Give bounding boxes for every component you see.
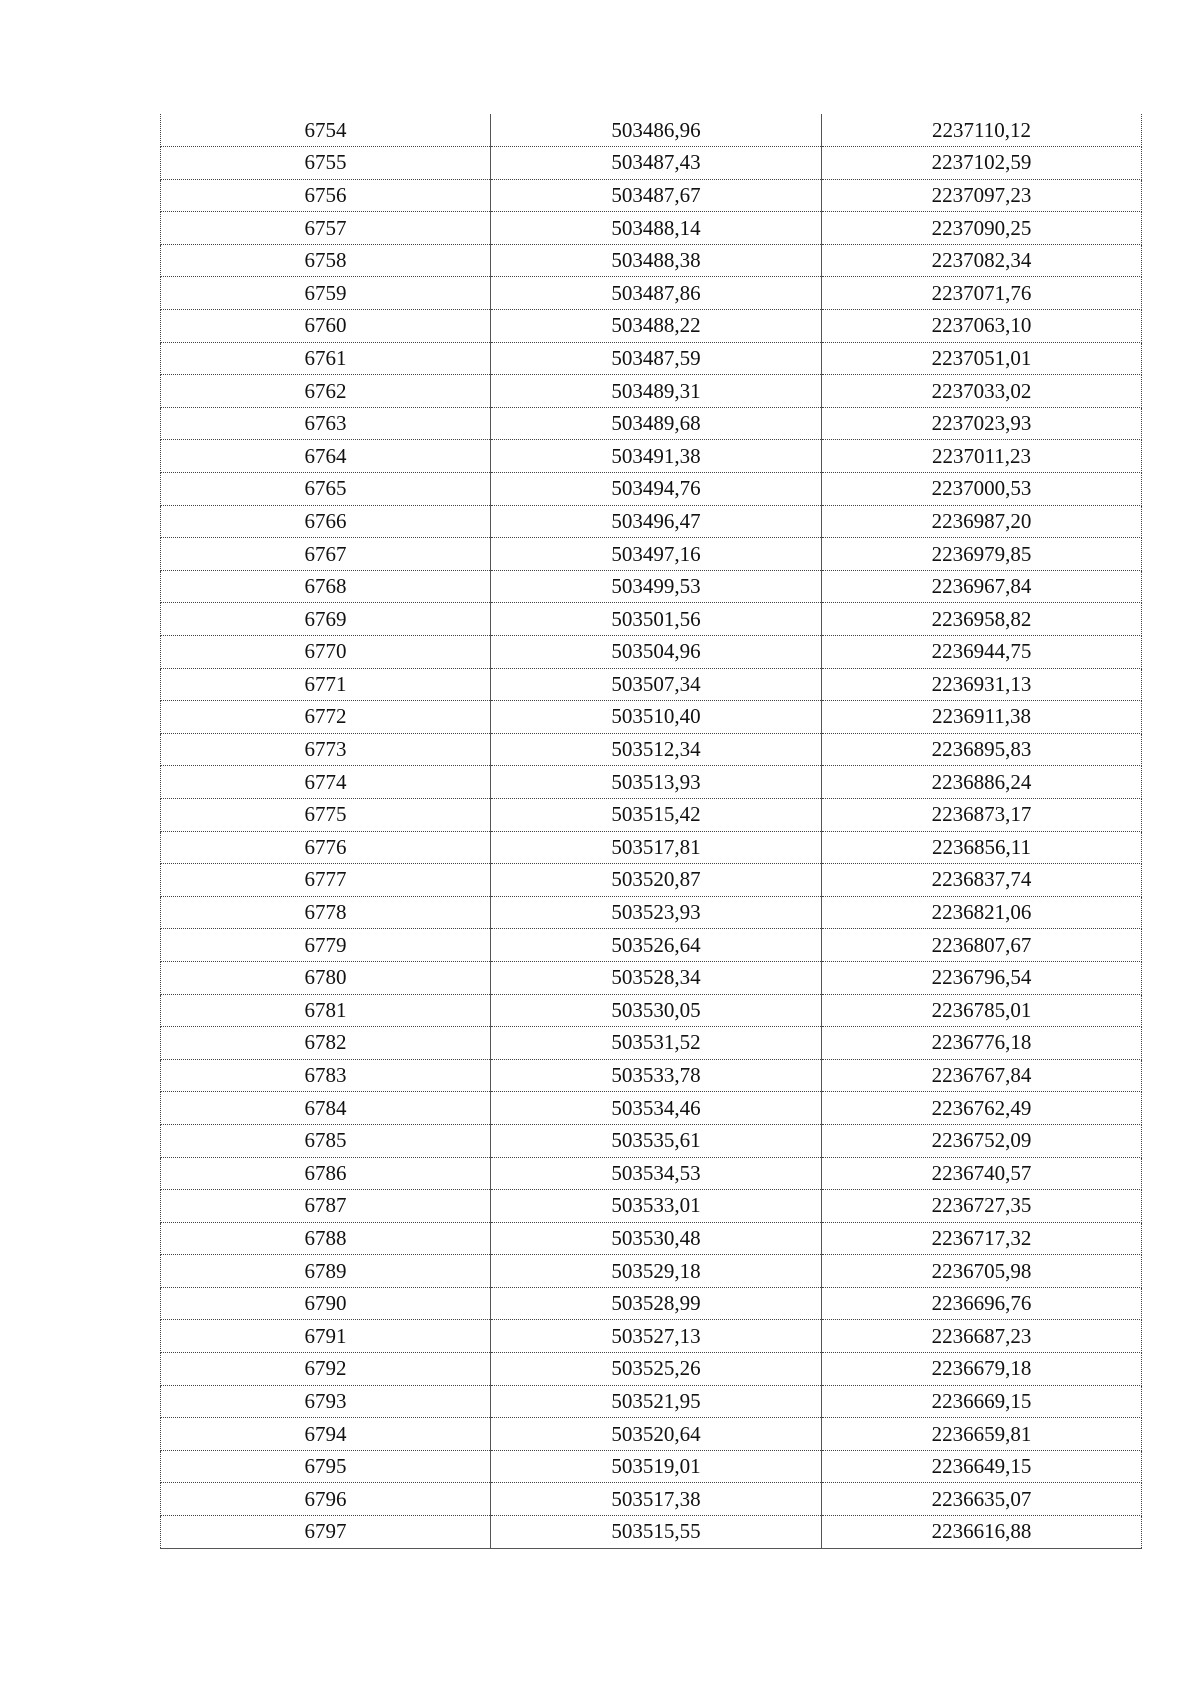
y-coordinate-cell: 2236705,98 xyxy=(822,1255,1142,1288)
table-row xyxy=(161,864,1142,897)
x-coordinate-cell: 503488,38 xyxy=(491,244,822,277)
table-row xyxy=(161,1385,1142,1418)
point-number-cell: 6776 xyxy=(161,831,491,864)
x-coordinate-cell: 503497,16 xyxy=(491,538,822,571)
y-coordinate-cell: 2236931,13 xyxy=(822,668,1142,701)
y-coordinate-cell: 2236895,83 xyxy=(822,733,1142,766)
table-row xyxy=(161,1418,1142,1451)
y-coordinate-cell: 2236967,84 xyxy=(822,570,1142,603)
point-number-cell: 6795 xyxy=(161,1450,491,1483)
point-number-cell: 6786 xyxy=(161,1157,491,1190)
table-row xyxy=(161,1255,1142,1288)
table-row xyxy=(161,701,1142,734)
point-number-cell: 6797 xyxy=(161,1516,491,1549)
table-row xyxy=(161,668,1142,701)
y-coordinate-cell: 2237000,53 xyxy=(822,473,1142,506)
point-number-cell: 6758 xyxy=(161,244,491,277)
point-number-cell: 6765 xyxy=(161,473,491,506)
x-coordinate-cell: 503499,53 xyxy=(491,570,822,603)
y-coordinate-cell: 2236807,67 xyxy=(822,929,1142,962)
x-coordinate-cell: 503528,99 xyxy=(491,1287,822,1320)
point-number-cell: 6777 xyxy=(161,864,491,897)
table-row xyxy=(161,505,1142,538)
y-coordinate-cell: 2237051,01 xyxy=(822,342,1142,375)
x-coordinate-cell: 503496,47 xyxy=(491,505,822,538)
point-number-cell: 6782 xyxy=(161,1027,491,1060)
point-number-cell: 6763 xyxy=(161,407,491,440)
point-number-cell: 6794 xyxy=(161,1418,491,1451)
point-number-cell: 6784 xyxy=(161,1092,491,1125)
x-coordinate-cell: 503487,59 xyxy=(491,342,822,375)
x-coordinate-cell: 503531,52 xyxy=(491,1027,822,1060)
table-row xyxy=(161,1027,1142,1060)
x-coordinate-cell: 503520,87 xyxy=(491,864,822,897)
table-row xyxy=(161,636,1142,669)
point-number-cell: 6762 xyxy=(161,375,491,408)
point-number-cell: 6770 xyxy=(161,636,491,669)
table-row xyxy=(161,896,1142,929)
y-coordinate-cell: 2237063,10 xyxy=(822,310,1142,343)
y-coordinate-cell: 2237011,23 xyxy=(822,440,1142,473)
x-coordinate-cell: 503526,64 xyxy=(491,929,822,962)
table-row xyxy=(161,733,1142,766)
y-coordinate-cell: 2236958,82 xyxy=(822,603,1142,636)
table-row xyxy=(161,766,1142,799)
table-row xyxy=(161,375,1142,408)
x-coordinate-cell: 503515,42 xyxy=(491,798,822,831)
point-number-cell: 6792 xyxy=(161,1353,491,1386)
table-row xyxy=(161,147,1142,180)
x-coordinate-cell: 503513,93 xyxy=(491,766,822,799)
y-coordinate-cell: 2237097,23 xyxy=(822,179,1142,212)
table-row xyxy=(161,473,1142,506)
coordinates-table xyxy=(160,114,1142,1549)
x-coordinate-cell: 503507,34 xyxy=(491,668,822,701)
table-row xyxy=(161,277,1142,310)
x-coordinate-cell: 503528,34 xyxy=(491,961,822,994)
point-number-cell: 6775 xyxy=(161,798,491,831)
y-coordinate-cell: 2236767,84 xyxy=(822,1059,1142,1092)
table-row xyxy=(161,342,1142,375)
x-coordinate-cell: 503487,43 xyxy=(491,147,822,180)
table-row xyxy=(161,831,1142,864)
table-row xyxy=(161,1190,1142,1223)
y-coordinate-cell: 2236679,18 xyxy=(822,1353,1142,1386)
y-coordinate-cell: 2236669,15 xyxy=(822,1385,1142,1418)
point-number-cell: 6774 xyxy=(161,766,491,799)
y-coordinate-cell: 2236796,54 xyxy=(822,961,1142,994)
point-number-cell: 6781 xyxy=(161,994,491,1027)
y-coordinate-cell: 2236886,24 xyxy=(822,766,1142,799)
x-coordinate-cell: 503501,56 xyxy=(491,603,822,636)
table-row xyxy=(161,1483,1142,1516)
x-coordinate-cell: 503486,96 xyxy=(491,114,822,147)
y-coordinate-cell: 2236821,06 xyxy=(822,896,1142,929)
point-number-cell: 6761 xyxy=(161,342,491,375)
point-number-cell: 6754 xyxy=(161,114,491,147)
x-coordinate-cell: 503521,95 xyxy=(491,1385,822,1418)
point-number-cell: 6755 xyxy=(161,147,491,180)
y-coordinate-cell: 2237033,02 xyxy=(822,375,1142,408)
y-coordinate-cell: 2236856,11 xyxy=(822,831,1142,864)
table-row xyxy=(161,961,1142,994)
x-coordinate-cell: 503527,13 xyxy=(491,1320,822,1353)
x-coordinate-cell: 503487,86 xyxy=(491,277,822,310)
table-row xyxy=(161,994,1142,1027)
y-coordinate-cell: 2237082,34 xyxy=(822,244,1142,277)
y-coordinate-cell: 2236752,09 xyxy=(822,1124,1142,1157)
point-number-cell: 6788 xyxy=(161,1222,491,1255)
table-row xyxy=(161,538,1142,571)
coordinates-table-body xyxy=(161,114,1142,1548)
table-row xyxy=(161,1516,1142,1549)
table-row xyxy=(161,1157,1142,1190)
table-row xyxy=(161,1287,1142,1320)
point-number-cell: 6772 xyxy=(161,701,491,734)
x-coordinate-cell: 503510,40 xyxy=(491,701,822,734)
x-coordinate-cell: 503512,34 xyxy=(491,733,822,766)
point-number-cell: 6773 xyxy=(161,733,491,766)
point-number-cell: 6779 xyxy=(161,929,491,962)
y-coordinate-cell: 2236616,88 xyxy=(822,1516,1142,1549)
y-coordinate-cell: 2236944,75 xyxy=(822,636,1142,669)
point-number-cell: 6791 xyxy=(161,1320,491,1353)
y-coordinate-cell: 2236696,76 xyxy=(822,1287,1142,1320)
point-number-cell: 6768 xyxy=(161,570,491,603)
x-coordinate-cell: 503488,14 xyxy=(491,212,822,245)
point-number-cell: 6766 xyxy=(161,505,491,538)
x-coordinate-cell: 503534,46 xyxy=(491,1092,822,1125)
point-number-cell: 6778 xyxy=(161,896,491,929)
table-row xyxy=(161,1222,1142,1255)
point-number-cell: 6760 xyxy=(161,310,491,343)
table-row xyxy=(161,114,1142,147)
point-number-cell: 6796 xyxy=(161,1483,491,1516)
x-coordinate-cell: 503494,76 xyxy=(491,473,822,506)
point-number-cell: 6764 xyxy=(161,440,491,473)
y-coordinate-cell: 2237071,76 xyxy=(822,277,1142,310)
y-coordinate-cell: 2236717,32 xyxy=(822,1222,1142,1255)
table-row xyxy=(161,407,1142,440)
x-coordinate-cell: 503519,01 xyxy=(491,1450,822,1483)
x-coordinate-cell: 503491,38 xyxy=(491,440,822,473)
y-coordinate-cell: 2237090,25 xyxy=(822,212,1142,245)
y-coordinate-cell: 2236776,18 xyxy=(822,1027,1142,1060)
x-coordinate-cell: 503489,31 xyxy=(491,375,822,408)
table-row xyxy=(161,310,1142,343)
x-coordinate-cell: 503488,22 xyxy=(491,310,822,343)
y-coordinate-cell: 2236740,57 xyxy=(822,1157,1142,1190)
point-number-cell: 6790 xyxy=(161,1287,491,1320)
point-number-cell: 6769 xyxy=(161,603,491,636)
point-number-cell: 6757 xyxy=(161,212,491,245)
x-coordinate-cell: 503489,68 xyxy=(491,407,822,440)
x-coordinate-cell: 503533,01 xyxy=(491,1190,822,1223)
table-row xyxy=(161,1450,1142,1483)
x-coordinate-cell: 503530,48 xyxy=(491,1222,822,1255)
table-row xyxy=(161,1320,1142,1353)
point-number-cell: 6783 xyxy=(161,1059,491,1092)
x-coordinate-cell: 503534,53 xyxy=(491,1157,822,1190)
x-coordinate-cell: 503517,81 xyxy=(491,831,822,864)
point-number-cell: 6756 xyxy=(161,179,491,212)
x-coordinate-cell: 503525,26 xyxy=(491,1353,822,1386)
x-coordinate-cell: 503517,38 xyxy=(491,1483,822,1516)
x-coordinate-cell: 503530,05 xyxy=(491,994,822,1027)
table-row xyxy=(161,1124,1142,1157)
x-coordinate-cell: 503535,61 xyxy=(491,1124,822,1157)
point-number-cell: 6785 xyxy=(161,1124,491,1157)
table-row xyxy=(161,929,1142,962)
y-coordinate-cell: 2236659,81 xyxy=(822,1418,1142,1451)
x-coordinate-cell: 503523,93 xyxy=(491,896,822,929)
table-row xyxy=(161,212,1142,245)
y-coordinate-cell: 2236687,23 xyxy=(822,1320,1142,1353)
point-number-cell: 6780 xyxy=(161,961,491,994)
x-coordinate-cell: 503529,18 xyxy=(491,1255,822,1288)
table-row xyxy=(161,570,1142,603)
y-coordinate-cell: 2237110,12 xyxy=(822,114,1142,147)
y-coordinate-cell: 2236911,38 xyxy=(822,701,1142,734)
x-coordinate-cell: 503520,64 xyxy=(491,1418,822,1451)
y-coordinate-cell: 2236785,01 xyxy=(822,994,1142,1027)
point-number-cell: 6787 xyxy=(161,1190,491,1223)
y-coordinate-cell: 2236635,07 xyxy=(822,1483,1142,1516)
y-coordinate-cell: 2236873,17 xyxy=(822,798,1142,831)
table-row xyxy=(161,1059,1142,1092)
table-row xyxy=(161,798,1142,831)
point-number-cell: 6771 xyxy=(161,668,491,701)
y-coordinate-cell: 2237102,59 xyxy=(822,147,1142,180)
x-coordinate-cell: 503515,55 xyxy=(491,1516,822,1549)
y-coordinate-cell: 2236649,15 xyxy=(822,1450,1142,1483)
y-coordinate-cell: 2236762,49 xyxy=(822,1092,1142,1125)
y-coordinate-cell: 2237023,93 xyxy=(822,407,1142,440)
y-coordinate-cell: 2236979,85 xyxy=(822,538,1142,571)
x-coordinate-cell: 503487,67 xyxy=(491,179,822,212)
y-coordinate-cell: 2236987,20 xyxy=(822,505,1142,538)
y-coordinate-cell: 2236727,35 xyxy=(822,1190,1142,1223)
point-number-cell: 6767 xyxy=(161,538,491,571)
table-row xyxy=(161,440,1142,473)
point-number-cell: 6793 xyxy=(161,1385,491,1418)
y-coordinate-cell: 2236837,74 xyxy=(822,864,1142,897)
x-coordinate-cell: 503533,78 xyxy=(491,1059,822,1092)
table-row xyxy=(161,179,1142,212)
x-coordinate-cell: 503504,96 xyxy=(491,636,822,669)
table-row xyxy=(161,603,1142,636)
point-number-cell: 6789 xyxy=(161,1255,491,1288)
table-row xyxy=(161,1353,1142,1386)
point-number-cell: 6759 xyxy=(161,277,491,310)
table-row xyxy=(161,1092,1142,1125)
table-row xyxy=(161,244,1142,277)
